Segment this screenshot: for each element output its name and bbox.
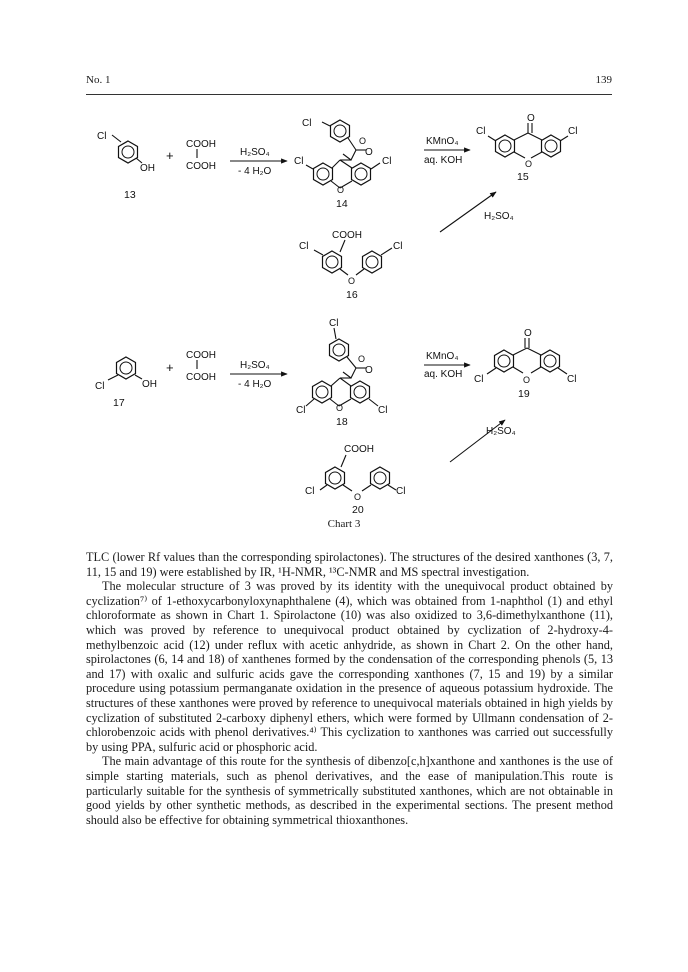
oh-label: OH (140, 163, 155, 174)
cl-label: Cl (329, 318, 339, 329)
reagent-h2so4: H₂SO₄ (240, 147, 270, 158)
cl-label: Cl (302, 118, 312, 129)
paragraph-1: TLC (lower Rf values than the corresponding spirolactones). The structures of the desired xanthones (3, 7, 11, 15 and 19) were established by IR, ¹H-NMR, ¹³C-NMR and MS spectral investigation. (86, 550, 613, 579)
reagent-h2so4-diag: H₂SO₄ (484, 211, 514, 222)
plus-sign: + (166, 148, 174, 163)
o-label: O (365, 365, 373, 376)
compound-number-16: 16 (346, 289, 358, 301)
reagent-aq-koh: aq. KOH (424, 155, 463, 166)
cl-label: Cl (568, 126, 578, 137)
reagent-h2so4-diag: H₂SO₄ (486, 426, 516, 437)
compound-number-17: 17 (113, 397, 125, 409)
oh-label: OH (142, 379, 157, 390)
cooh-label: COOH (186, 350, 216, 361)
cl-label: Cl (393, 241, 403, 252)
compound-17 (108, 357, 142, 380)
reagent-minus-h2o: - 4 H₂O (238, 379, 272, 390)
cooh-label: COOH (186, 139, 216, 150)
plus-sign: + (166, 360, 174, 375)
cl-label: Cl (396, 486, 406, 497)
reagent-kmno4: KMnO₄ (426, 136, 459, 147)
cl-label: Cl (95, 381, 105, 392)
body-text (86, 550, 613, 827)
compound-number-18: 18 (336, 416, 348, 428)
o-label: O (348, 276, 356, 286)
reagent-h2so4: H₂SO₄ (240, 360, 270, 371)
o-label: O (358, 354, 366, 364)
o-label: O (337, 185, 345, 195)
o-label: O (527, 113, 535, 124)
o-label: O (354, 492, 362, 502)
cooh-label: COOH (186, 161, 216, 172)
o-label: O (365, 147, 373, 158)
cl-label: Cl (378, 405, 388, 416)
cooh-label: COOH (186, 372, 216, 383)
cooh-label: COOH (344, 444, 374, 455)
chart-caption: Chart 3 (327, 518, 361, 530)
cl-label: Cl (296, 405, 306, 416)
cl-label: Cl (567, 374, 577, 385)
cl-label: Cl (305, 486, 315, 497)
cl-label: Cl (474, 374, 484, 385)
o-label: O (359, 136, 367, 146)
reagent-minus-h2o: - 4 H₂O (238, 166, 272, 177)
journal-issue: No. 1 (86, 74, 111, 86)
paragraph-2: The molecular structure of 3 was proved by its identity with the unequivocal product obtained by cyclization⁷⁾ of 1-ethoxycarbonyloxynaphthalene (4), which was obtained from 1-naphthol (1) and ethyl chloroformate as shown in Chart 1. Spirolactone (10) was also oxidized to 3,6-dimethylxanthone (11), which was proved by reference to unequivocal product obtained by cyclization of 2-hydroxy-4-methylbenzoic acid (12) under reflux with acetic anhydride, as shown in Chart 2. On the other hand, spirolactones (6, 14 and 18) of xanthenes formed by the condensation of the corresponding phenols (5, 13 and 17) with oxalic and sulfuric acids gave the corresponding xanthones (7, 15 and 19) by a similar procedure using potassium permanganate oxidation in the presence of aqueous potassium hydroxide. The structures of these xanthones were proved by reference to unequivocal materials obtained in high yields by cyclization of substituted 2-carboxy diphenyl ethers, which were formed by Ullmann condensation of 2-chlorobenzoic acids with phenol derivatives.⁴⁾ This cyclization to xanthones was carried out successfully by using PPA, sulfuric acid or phosphoric acid. (86, 579, 613, 754)
compound-number-14: 14 (336, 198, 348, 210)
cooh-label: COOH (332, 230, 362, 241)
cl-label: Cl (294, 156, 304, 167)
compound-16 (314, 240, 392, 275)
compound-number-20: 20 (352, 504, 364, 516)
compound-19 (487, 338, 567, 374)
o-label: O (524, 328, 532, 339)
page-number: 139 (595, 74, 612, 86)
o-label: O (336, 403, 344, 413)
compound-number-13: 13 (124, 189, 136, 201)
compound-20 (320, 455, 396, 491)
o-label: O (525, 159, 533, 169)
reagent-kmno4: KMnO₄ (426, 351, 459, 362)
reagent-aq-koh: aq. KOH (424, 369, 463, 380)
o-label: O (523, 375, 531, 385)
cl-label: Cl (476, 126, 486, 137)
paragraph-3: The main advantage of this route for the synthesis of dibenzo[c,h]xanthone and xanthones is the use of simple starting materials, such as phenol derivatives, and the ease of manipulation.This route is particularly suitable for the synthesis of symmetrically substituted xanthones, which are not obtainable in good yields by other synthetic methods, as described in the experimental sections. The present method should also be effective for obtaining symmetrical thioxanthones. (86, 754, 613, 827)
cl-label: Cl (299, 241, 309, 252)
compound-number-15: 15 (517, 171, 529, 183)
compound-15 (488, 123, 568, 158)
compound-13 (112, 135, 142, 163)
cl-label: Cl (382, 156, 392, 167)
cl-label: Cl (97, 131, 107, 142)
compound-number-19: 19 (518, 388, 530, 400)
